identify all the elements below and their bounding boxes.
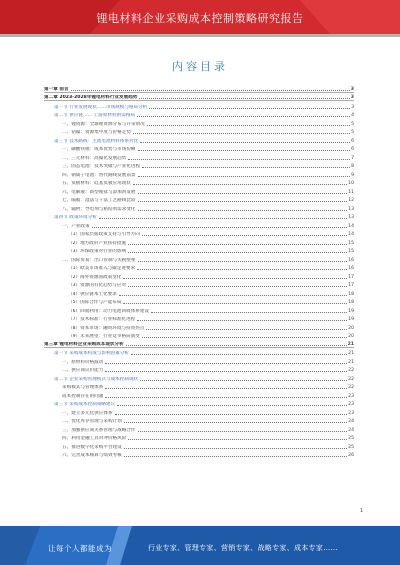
toc-leader-dots — [115, 414, 348, 415]
toc-entry-page: 5 — [351, 130, 354, 135]
footer-tagline: 行业专家、管理专家、营销专家、战略专家、成本专家…… — [148, 544, 338, 552]
toc-entry-label: 第三节 采购成本控制策略建议 — [44, 402, 116, 407]
toc-leader-dots — [119, 295, 347, 296]
toc-leader-dots — [142, 235, 347, 236]
toc-entry[interactable] — [44, 356, 354, 365]
toc-entry-label: （5）国际合作与产能布局 — [44, 300, 122, 305]
toc-leader-dots — [138, 431, 348, 432]
toc-entry-page: 19 — [348, 308, 354, 314]
toc-leader-dots — [131, 354, 347, 355]
toc-entry-page: 14 — [348, 223, 354, 229]
toc-entry-page: 16 — [348, 266, 354, 271]
toc-entry-label: （2）地方政府产业扶持措施 — [44, 241, 127, 246]
toc-entry-label: （3）环保政策对行业的影响 — [44, 249, 127, 254]
table-of-contents — [44, 84, 354, 458]
toc-entry[interactable] — [44, 331, 354, 340]
toc-entry[interactable] — [44, 169, 354, 178]
toc-entry[interactable] — [44, 127, 354, 136]
toc-entry[interactable] — [44, 178, 354, 187]
toc-entry-label: 七、隔膜：湿法与干法工艺路线比较 — [44, 198, 137, 203]
toc-entry-page: 22 — [348, 368, 354, 373]
toc-entry[interactable] — [44, 254, 354, 263]
toc-entry[interactable] — [44, 441, 354, 450]
toc-leader-dots — [137, 320, 347, 321]
toc-entry-label: 三、加强供应商关系管理与战略合作 — [44, 428, 137, 433]
toc-entry-label: （1）国家层面政策支持与引导方向 — [44, 232, 141, 237]
toc-leader-dots — [137, 269, 347, 270]
toc-entry-label: 六、电解液：新型锂盐与添加剂发展 — [44, 190, 137, 195]
toc-entry-page: 21 — [348, 359, 354, 365]
toc-entry-page: 25 — [348, 436, 354, 441]
toc-entry-page: 23 — [348, 402, 354, 407]
toc-entry-page: 17 — [348, 274, 354, 280]
toc-entry-page: 7 — [351, 155, 354, 161]
toc-entry-label: （9）未来展望：行业竞争格局演变 — [44, 334, 141, 339]
toc-leader-dots — [105, 388, 347, 389]
toc-entry[interactable] — [44, 229, 354, 238]
toc-leader-dots — [138, 210, 348, 211]
toc-leader-dots — [128, 439, 347, 440]
toc-entry[interactable] — [44, 101, 354, 110]
toc-entry-page: 14 — [348, 232, 354, 237]
toc-leader-dots — [123, 278, 347, 279]
toc-entry-page: 12 — [348, 198, 354, 203]
toc-leader-dots — [138, 261, 348, 262]
toc-entry-label: 第一节 行业发展现状……市场规模与格局分析 — [44, 105, 148, 110]
toc-leader-dots — [140, 142, 350, 143]
toc-leader-dots — [128, 244, 347, 245]
toc-entry-page: 22 — [348, 385, 354, 390]
toc-leader-dots — [128, 252, 347, 253]
toc-leader-dots — [147, 125, 350, 126]
toc-entry-label: 第三节 技术路线：主流电池材料体系对比 — [44, 139, 139, 144]
toc-leader-dots — [123, 303, 347, 304]
toc-leader-dots — [117, 405, 347, 406]
toc-entry-page: 25 — [348, 444, 354, 450]
toc-entry-label: （1）欧美市场准入与碳足迹要求 — [44, 266, 136, 271]
toc-entry-label: 六、完善成本核算与绩效考核 — [44, 453, 123, 458]
toc-leader-dots — [137, 116, 350, 117]
toc-leader-dots — [133, 184, 347, 185]
toc-leader-dots — [105, 397, 347, 398]
page-number: 1 — [360, 508, 364, 514]
toc-entry[interactable] — [44, 314, 354, 323]
toc-entry-page: 10 — [348, 181, 354, 186]
toc-entry-label: （4）供应链本土化要求 — [44, 292, 118, 297]
toc-entry-page: 26 — [348, 453, 354, 458]
toc-chapter-entry[interactable] — [44, 93, 354, 102]
toc-entry[interactable] — [44, 195, 354, 204]
toc-entry-page: 8 — [351, 164, 354, 169]
toc-entry-page: 24 — [348, 419, 354, 424]
toc-entry[interactable] — [44, 203, 354, 212]
toc-entry-page: 5 — [351, 121, 354, 127]
toc-entry-label: 采购模式与管理体系 — [44, 385, 104, 390]
toc-entry[interactable] — [44, 390, 354, 399]
toc-leader-dots — [126, 345, 347, 346]
toc-entry-label: 二、钴镍：资源集中度与价格走势 — [44, 130, 132, 135]
toc-leader-dots — [71, 90, 350, 91]
header-divider — [0, 34, 400, 37]
toc-entry-label: 四、利用金融工具对冲价格风险 — [44, 436, 127, 441]
toc-chapter-entry[interactable] — [44, 84, 354, 93]
toc-leader-dots — [139, 98, 349, 99]
toc-entry[interactable] — [44, 263, 354, 272]
toc-entry-page: 15 — [348, 249, 354, 254]
toc-entry[interactable] — [44, 144, 354, 153]
toc-leader-dots — [149, 108, 350, 109]
toc-entry[interactable] — [44, 152, 354, 161]
toc-entry[interactable] — [44, 271, 354, 280]
toc-entry-label: 第三章 锂电材料企业采购成本现状分析 — [44, 341, 124, 347]
footer-slogan: 让每个人都能成为 — [48, 544, 112, 553]
toc-leader-dots — [138, 193, 348, 194]
toc-entry-label: （6）回收利用：动力电池回收体系建设 — [44, 309, 150, 314]
toc-entry-page: 21 — [348, 351, 354, 356]
toc-entry[interactable] — [44, 382, 354, 391]
toc-entry-label: 八、辅材：导电剂与粘结剂需求变化 — [44, 207, 137, 212]
toc-entry-page: 20 — [348, 334, 354, 339]
toc-entry-label: （8）资本市场：融资环境与投资热点 — [44, 326, 145, 331]
toc-leader-dots — [138, 201, 348, 202]
report-header-bar — [0, 0, 400, 34]
toc-entry-label: 二、优化库存管理与采购计划 — [44, 419, 123, 424]
toc-entry-label: 一、产业政策 — [44, 224, 91, 229]
toc-entry-label: 一、建立多元化供应体系 — [44, 411, 114, 416]
toc-entry-page: 9 — [351, 172, 354, 178]
toc-entry-label: （2）海外资源国政策变化 — [44, 275, 122, 280]
toc-entry-label: 四、钠离子电池：替代路线发展前景 — [44, 173, 137, 178]
toc-entry[interactable] — [44, 110, 354, 119]
toc-entry-page: 3 — [351, 104, 354, 110]
toc-entry-label: 二、三元材料：高镍化发展趋势 — [44, 156, 127, 161]
toc-entry-label: 五、负极材料：硅基负极应用现状 — [44, 181, 132, 186]
toc-entry[interactable] — [44, 212, 354, 221]
toc-leader-dots — [146, 329, 347, 330]
report-title: 锂电材料企业采购成本控制策略研究报告 — [96, 12, 304, 25]
toc-entry[interactable] — [44, 237, 354, 246]
toc-entry-page: 23 — [348, 393, 354, 399]
toc-entry-label: 第二节 供应链…… 上游原材料供需格局 — [44, 113, 136, 118]
toc-entry[interactable] — [44, 246, 354, 255]
toc-entry[interactable] — [44, 399, 354, 408]
toc-entry[interactable] — [44, 424, 354, 433]
toc-heading: 内容目录 — [172, 60, 228, 73]
toc-entry[interactable] — [44, 373, 354, 382]
toc-entry-page: 24 — [348, 427, 354, 433]
toc-entry-label: 一、磷酸铁锂：成本优势与市场份额 — [44, 147, 137, 152]
toc-entry[interactable] — [44, 433, 354, 442]
toc-entry-label: 二、供应商议价能力 — [44, 368, 104, 373]
toc-entry[interactable] — [44, 135, 354, 144]
toc-entry[interactable] — [44, 280, 354, 289]
toc-leader-dots — [138, 176, 351, 177]
toc-entry-label: 一、原材料价格波动 — [44, 360, 104, 365]
toc-entry-page: 18 — [348, 291, 354, 297]
toc-leader-dots — [128, 286, 347, 287]
toc-entry[interactable] — [44, 297, 354, 306]
toc-entry-page: 11 — [348, 189, 354, 195]
toc-entry-label: 第二章 2023-2028年锂电材料行业发展趋势 — [44, 95, 138, 100]
toc-chapter-entry[interactable] — [44, 339, 354, 348]
toc-entry-page: 3 — [350, 95, 354, 100]
toc-leader-dots — [124, 456, 347, 457]
toc-entry[interactable] — [44, 416, 354, 425]
toc-leader-dots — [138, 150, 351, 151]
toc-leader-dots — [92, 227, 348, 228]
toc-entry[interactable] — [44, 161, 354, 170]
toc-leader-dots — [124, 448, 347, 449]
toc-leader-dots — [142, 337, 347, 338]
toc-entry[interactable] — [44, 407, 354, 416]
toc-entry[interactable] — [44, 118, 354, 127]
toc-entry[interactable] — [44, 288, 354, 297]
toc-entry-page: 16 — [348, 257, 354, 263]
toc-entry[interactable] — [44, 450, 354, 459]
toc-entry-page: 21 — [347, 341, 354, 347]
toc-leader-dots — [105, 371, 347, 372]
toc-entry-page: 6 — [351, 138, 354, 144]
report-footer-bar — [0, 526, 400, 565]
toc-entry[interactable] — [44, 220, 354, 229]
toc-entry-page: 13 — [348, 206, 354, 212]
toc-entry[interactable] — [44, 365, 354, 374]
toc-entry-page: 3 — [350, 86, 354, 92]
toc-leader-dots — [140, 380, 347, 381]
toc-entry-page: 17 — [348, 283, 354, 288]
toc-leader-dots — [124, 422, 347, 423]
toc-entry[interactable] — [44, 348, 354, 357]
toc-entry-label: 成本控制存在的问题 — [44, 394, 104, 399]
toc-entry-page: 13 — [348, 215, 354, 220]
toc-entry-page: 15 — [348, 240, 354, 246]
toc-entry-label: 第一节 采购成本构成与影响因素分析 — [44, 351, 130, 356]
toc-entry[interactable] — [44, 305, 354, 314]
toc-entry-page: 6 — [351, 147, 354, 152]
toc-entry-label: 第二节 企业采购管理模式与成本控制现状 — [44, 377, 139, 382]
toc-leader-dots — [128, 159, 350, 160]
toc-entry-label: 第一章 前言 — [44, 86, 69, 92]
toc-leader-dots — [151, 312, 347, 313]
toc-entry-label: 第四节 政策环境分析 — [44, 215, 98, 220]
toc-leader-dots — [142, 167, 350, 168]
toc-entry-label: 一、锂资源：全球锂资源分布与开采情况 — [44, 122, 146, 127]
toc-entry[interactable] — [44, 186, 354, 195]
toc-entry-label: 二、国际贸易：出口管制与关税壁垒 — [44, 258, 137, 263]
toc-entry-label: （3）资源国有化趋势与应对 — [44, 283, 127, 288]
toc-entry-page: 18 — [348, 300, 354, 305]
toc-entry-page: 19 — [348, 317, 354, 322]
toc-entry-page: 20 — [348, 325, 354, 331]
toc-entry-label: （7）技术标准：行业标准化进程 — [44, 317, 136, 322]
toc-entry-page: 22 — [348, 376, 354, 382]
toc-entry-page: 23 — [348, 410, 354, 416]
toc-entry-label: 五、推进数字化采购平台建设 — [44, 445, 123, 450]
toc-entry-label: 三、固态电池：技术突破与产业化进程 — [44, 164, 141, 169]
toc-leader-dots — [105, 363, 347, 364]
toc-leader-dots — [133, 133, 350, 134]
toc-entry-page: 4 — [351, 113, 354, 118]
toc-entry[interactable] — [44, 322, 354, 331]
toc-leader-dots — [99, 218, 347, 219]
